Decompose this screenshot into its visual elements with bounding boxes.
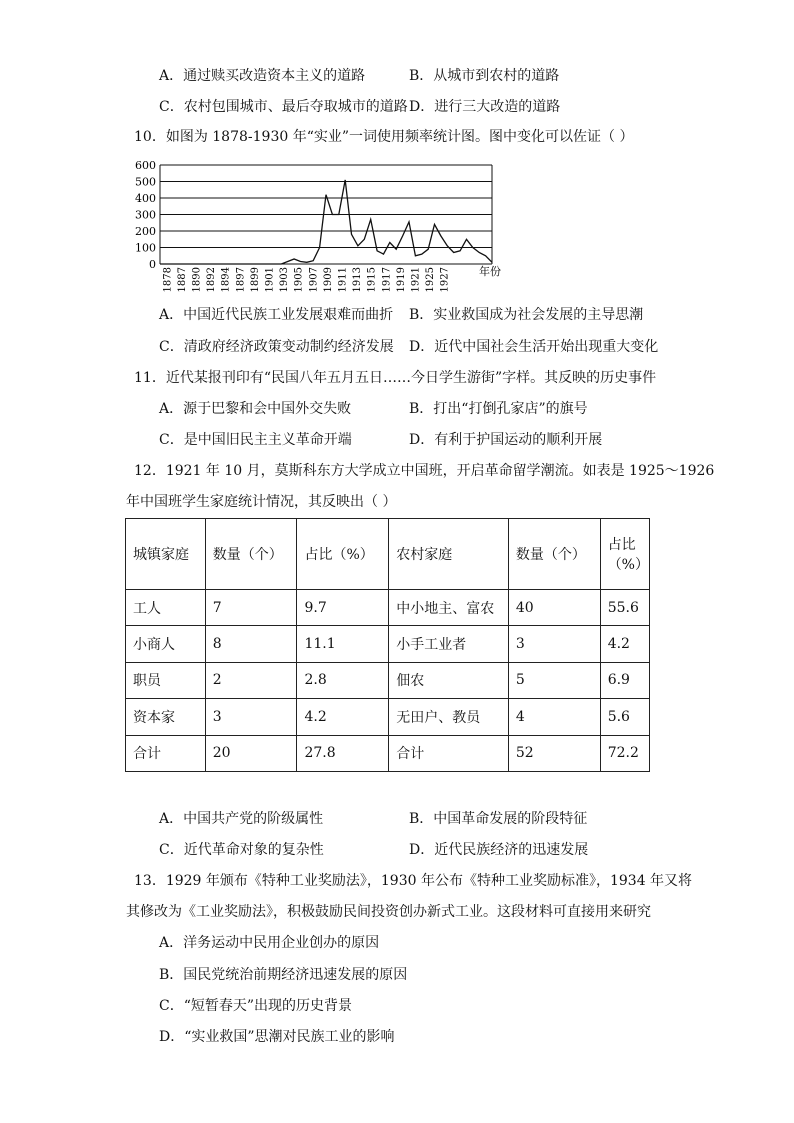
table-cell: 5 [508,662,600,698]
chart-x-tick-label: 1919 [395,267,407,293]
table-cell: 小商人 [126,626,206,662]
q11-option-b: B．打出“打倒孔家店”的旗号 [409,401,588,417]
table-cell: 6.9 [600,662,649,698]
chart-x-tick-label: 1921 [410,267,422,293]
chart-y-tick-label: 200 [135,225,156,238]
chart-x-tick-label: 1897 [235,267,247,293]
q10-option-b: B．实业救国成为社会发展的主导思潮 [409,307,644,323]
q13-option-d: D．“实业救国”思潮对民族工业的影响 [159,1029,395,1045]
table-header-cell: 数量（个） [205,519,297,590]
table-cell: 72.2 [600,735,649,771]
q9-option-d: D．进行三大改造的道路 [409,99,561,115]
table-header-cell: 占比（%） [600,519,649,590]
table-row [126,735,650,771]
table-cell: 4 [508,699,600,735]
table-cell: 11.1 [297,626,389,662]
q13-option-a: A．洋务运动中民用企业创办的原因 [159,935,380,951]
table-cell: 合计 [389,735,509,771]
chart-y-tick-label: 400 [135,192,156,205]
table-cell: 3 [508,626,600,662]
chart-x-tick-label: 1927 [439,267,451,293]
q13-option-b: B．国民党统治前期经济迅速发展的原因 [159,967,408,983]
q11-stem: 11．近代某报刊印有“民国八年五月五日……今日学生游街”字样。其反映的历史事件 [134,370,657,386]
table-header-cell: 数量（个） [508,519,600,590]
chart-x-tick-label: 1917 [381,267,393,293]
table-header-cell: 占比（%） [297,519,389,590]
table-cell: 资本家 [126,699,206,735]
chart-x-tick-label: 1890 [191,267,203,293]
frequency-line-chart [135,155,520,295]
q12-option-c: C．近代革命对象的复杂性 [159,842,324,858]
chart-x-tick-label: 1903 [279,267,291,293]
chart-x-tick-label: 1901 [264,267,276,293]
family-statistics-table [125,518,650,772]
chart-x-tick-label: 1913 [352,267,364,293]
table-row [126,590,650,626]
chart-x-tick-label: 1909 [322,267,334,293]
table-cell: 中小地主、富农 [389,590,509,626]
chart-y-tick-label: 600 [135,159,156,172]
table-row [126,626,650,662]
table-cell: 40 [508,590,600,626]
table-cell: 20 [205,735,297,771]
chart-x-tick-label: 1887 [176,267,188,293]
table-row [126,699,650,735]
chart-x-tick-label: 1894 [220,267,232,293]
chart-y-tick-label: 500 [135,175,156,189]
q13-stem-line1: 13．1929 年颁布《特种工业奖励法》，1930 年公布《特种工业奖励标准》，1934 年又将 [134,873,693,889]
table-cell: 合计 [126,735,206,771]
chart-x-tick-label: 1905 [293,267,305,293]
table-cell: 佃农 [389,662,509,698]
chart-x-axis-label: 年份 [479,265,501,278]
q10-option-d: D．近代中国社会生活开始出现重大变化 [409,339,659,355]
table-cell: 8 [205,626,297,662]
table-cell: 2.8 [297,662,389,698]
chart-x-tick-label: 1911 [337,267,349,293]
table-cell: 9.7 [297,590,389,626]
chart-x-tick-label: 1915 [366,267,378,293]
chart-x-tick-label: 1907 [308,267,320,293]
q9-option-a: A．通过赎买改造资本主义的道路 [159,68,366,84]
q11-option-d: D．有利于护国运动的顺利开展 [409,432,603,448]
q11-option-a: A．源于巴黎和会中国外交失败 [159,401,352,417]
chart-x-tick-label: 1899 [249,267,261,293]
chart-y-ticks [135,159,156,271]
chart-x-ticks [162,267,450,292]
chart-x-tick-label: 1892 [206,267,218,293]
q12-option-d: D．近代民族经济的迅速发展 [409,842,589,858]
chart-y-tick-label: 300 [135,208,156,222]
q13-stem-line2: 其修改为《工业奖励法》，积极鼓励民间投资创办新式工业。这段材料可直接用来研究 [126,904,651,920]
chart-x-tick-label: 1925 [425,267,437,293]
table-row [126,662,650,698]
chart-x-tick-label: 1878 [162,267,174,293]
table-cell: 职员 [126,662,206,698]
table-header-cell: 城镇家庭 [126,519,206,590]
table-cell: 2 [205,662,297,698]
table-cell: 4.2 [600,626,649,662]
chart-y-tick-label: 0 [149,258,156,271]
q9-option-b: B．从城市到农村的道路 [409,68,560,84]
q12-stem-line2: 年中国班学生家庭统计情况，其反映出（ ） [126,494,397,510]
table-header-row [126,519,650,590]
table-cell: 52 [508,735,600,771]
q12-option-a: A．中国共产党的阶级属性 [159,811,324,827]
table-cell: 工人 [126,590,206,626]
table-cell: 3 [205,699,297,735]
table-cell: 5.6 [600,699,649,735]
q13-option-c: C．“短暂春天”出现的历史背景 [159,998,353,1014]
chart-grid [160,165,492,264]
table-header-cell: 农村家庭 [389,519,509,590]
table-cell: 4.2 [297,699,389,735]
q10-option-a: A．中国近代民族工业发展艰难而曲折 [159,307,394,323]
chart-series-line [160,180,492,264]
table-cell: 小手工业者 [389,626,509,662]
q10-option-c: C．清政府经济政策变动制约经济发展 [159,339,394,355]
q10-stem: 10．如图为 1878-1930 年“实业”一词使用频率统计图。图中变化可以佐证（ ） [134,129,634,145]
table-cell: 55.6 [600,590,649,626]
table-cell: 27.8 [297,735,389,771]
q9-option-c: C．农村包围城市、最后夺取城市的道路 [159,99,408,115]
q12-option-b: B．中国革命发展的阶段特征 [409,811,588,827]
q12-stem-line1: 12．1921 年 10 月，莫斯科东方大学成立中国班，开启革命留学潮流。如表是 1925～1926 [134,463,715,479]
table-cell: 无田户、教员 [389,699,509,735]
q11-option-c: C．是中国旧民主主义革命开端 [159,432,352,448]
table-cell: 7 [205,590,297,626]
chart-y-tick-label: 100 [135,241,156,255]
